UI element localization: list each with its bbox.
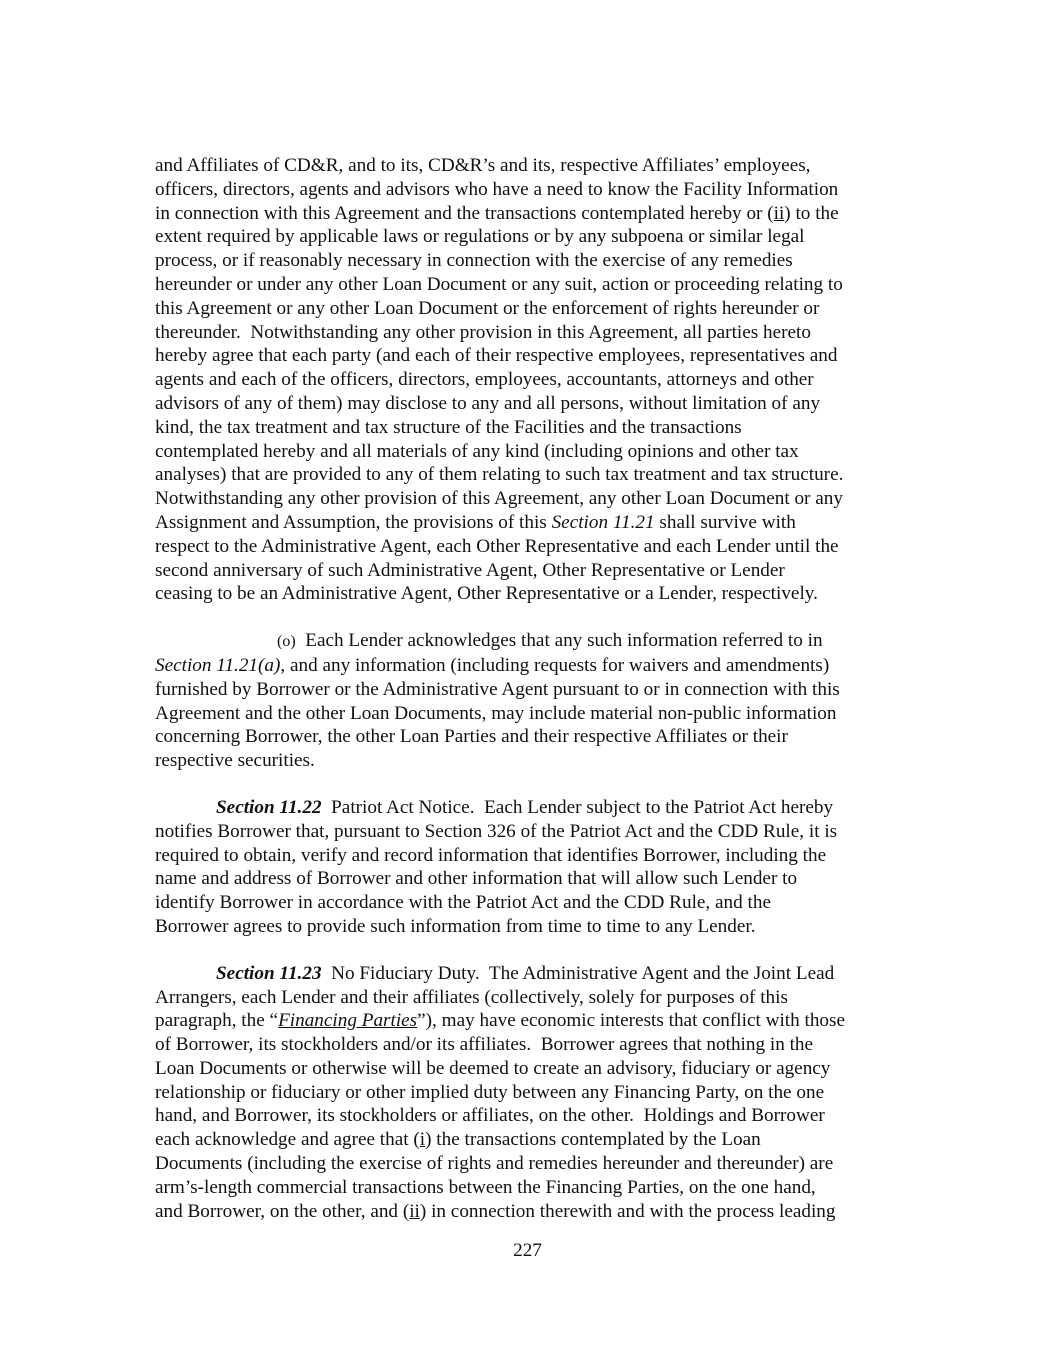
clause-ref-ii: ii [409, 1200, 420, 1222]
text-line: advisors of any of them) may disclose to any and all persons, without limitation of any [155, 392, 821, 414]
text-line: of Borrower, its stockholders and/or its affiliates. Borrower agrees that nothing in the [155, 1034, 814, 1056]
text-line: process, or if reasonably necessary in connection with the exercise of any remedies [155, 250, 793, 272]
text-line [155, 796, 900, 820]
text-line: this Agreement or any other Loan Document or the enforcement of rights hereunder or [155, 297, 820, 319]
text-run: and Borrower, on the other, and ( [155, 1200, 410, 1222]
text-line [155, 1009, 900, 1033]
text-line: Notwithstanding any other provision of this Agreement, any other Loan Document or any [155, 488, 843, 510]
text-line: hereby agree that each party (and each of their respective employees, representatives and [155, 345, 838, 367]
text-line: respective securities. [155, 750, 315, 772]
text-line: name and address of Borrower and other information that will allow such Lender to [155, 868, 798, 890]
text-line [155, 1128, 900, 1152]
text-run: ”), may have economic interests that conflict with those [417, 1010, 846, 1032]
text-run: ) to the [784, 202, 839, 224]
text-line: furnished by Borrower or the Administrative Agent pursuant to or in connection with this [155, 678, 840, 700]
text-line: notifies Borrower that, pursuant to Section 326 of the Patriot Act and the CDD Rule, it is [155, 820, 838, 842]
text-line: hereunder or under any other Loan Document or any suit, action or proceeding relating to [155, 273, 843, 295]
text-line: Documents (including the exercise of rights and remedies hereunder and thereunder) are [155, 1153, 834, 1175]
section-heading: Section 11.23 [216, 962, 322, 984]
paragraph-gap [155, 939, 900, 962]
text-run: Each Lender acknowledges that any such information referred to in [295, 630, 823, 652]
text-line: and Affiliates of CD&R, and to its, CD&R’s and its, respective Affiliates’ employees, [155, 155, 811, 176]
clause-ref-ii: ii [773, 202, 785, 224]
text-line: officers, directors, agents and advisors who have a need to know the Facility Information [155, 178, 839, 200]
paragraph-gap [155, 606, 900, 629]
text-line [155, 202, 900, 226]
section-title: No Fiduciary Duty [321, 962, 475, 984]
text-line: second anniversary of such Administrative Agent, Other Representative or Lender [155, 559, 785, 581]
section-ref: Section 11.21 [551, 511, 655, 533]
text-run: paragraph, the “ [155, 1010, 279, 1032]
section-11-23 [155, 962, 900, 1224]
text-line: contemplated hereby and all materials of any kind (including opinions and other tax [155, 440, 799, 462]
defined-term: Financing Parties [278, 1010, 418, 1032]
clause-ref-i: i [419, 1129, 426, 1151]
text-line: Agreement and the other Loan Documents, may include material non-public information [155, 702, 837, 724]
text-line [155, 962, 900, 986]
text-line [155, 654, 900, 678]
paragraph-confidentiality-continued [155, 154, 900, 606]
text-run: each acknowledge and agree that ( [155, 1129, 420, 1151]
text-line: agents and each of the officers, directors, employees, accountants, attorneys and other [155, 369, 814, 391]
text-run: ) in connection therewith and with the process leading [419, 1200, 836, 1222]
text-line: identify Borrower in accordance with the Patriot Act and the CDD Rule, and the [155, 892, 771, 914]
text-line [155, 1200, 900, 1224]
text-run: ) the transactions contemplated by the Loan [425, 1129, 761, 1151]
text-line: thereunder. Notwithstanding any other provision in this Agreement, all parties hereto [155, 321, 811, 343]
section-title: Patriot Act Notice [321, 796, 470, 818]
text-line: concerning Borrower, the other Loan Parties and their respective Affiliates or their [155, 726, 788, 748]
section-ref: Section 11.21(a) [155, 654, 281, 676]
text-line: ceasing to be an Administrative Agent, Other Representative or a Lender, respectively. [155, 583, 818, 605]
text-line: Loan Documents or otherwise will be deemed to create an advisory, fiduciary or agency [155, 1057, 831, 1079]
text-run: in connection with this Agreement and the transactions contemplated hereby or ( [155, 202, 774, 224]
paragraph-gap [155, 773, 900, 796]
text-line: arm’s-length commercial transactions between the Financing Parties, on the one hand, [155, 1176, 816, 1198]
page-number: 227 [513, 1240, 542, 1261]
text-line [155, 629, 900, 654]
text-line: kind, the tax treatment and tax structure of the Facilities and the transactions [155, 416, 742, 438]
text-line: required to obtain, verify and record information that identifies Borrower, including the [155, 844, 827, 866]
text-line: respect to the Administrative Agent, each Other Representative and each Lender until the [155, 535, 839, 557]
text-line: hand, and Borrower, its stockholders or affiliates, on the other. Holdings and Borrower [155, 1105, 825, 1127]
document-page [155, 154, 900, 1223]
text-line [155, 511, 900, 535]
text-line: extent required by applicable laws or regulations or by any subpoena or similar legal [155, 226, 805, 248]
text-line: relationship or fiduciary or other implied duty between any Financing Party, on the one [155, 1081, 825, 1103]
text-run: . Each Lender subject to the Patriot Act hereby [469, 796, 834, 818]
paragraph-o [155, 629, 900, 773]
text-run: , and any information (including requests for waivers and amendments) [280, 654, 830, 676]
section-heading: Section 11.22 [216, 796, 322, 818]
clause-marker-o: (o) [277, 633, 296, 651]
text-run: shall survive with [654, 511, 796, 533]
text-run: Assignment and Assumption, the provisions of this [155, 511, 552, 533]
text-run: . The Administrative Agent and the Joint Lead [474, 962, 835, 984]
text-line: analyses) that are provided to any of them relating to such tax treatment and tax structure. [155, 464, 844, 486]
text-line: Arrangers, each Lender and their affiliates (collectively, solely for purposes of this [155, 986, 788, 1008]
section-11-22 [155, 796, 900, 939]
text-line: Borrower agrees to provide such information from time to time to any Lender. [155, 915, 756, 937]
